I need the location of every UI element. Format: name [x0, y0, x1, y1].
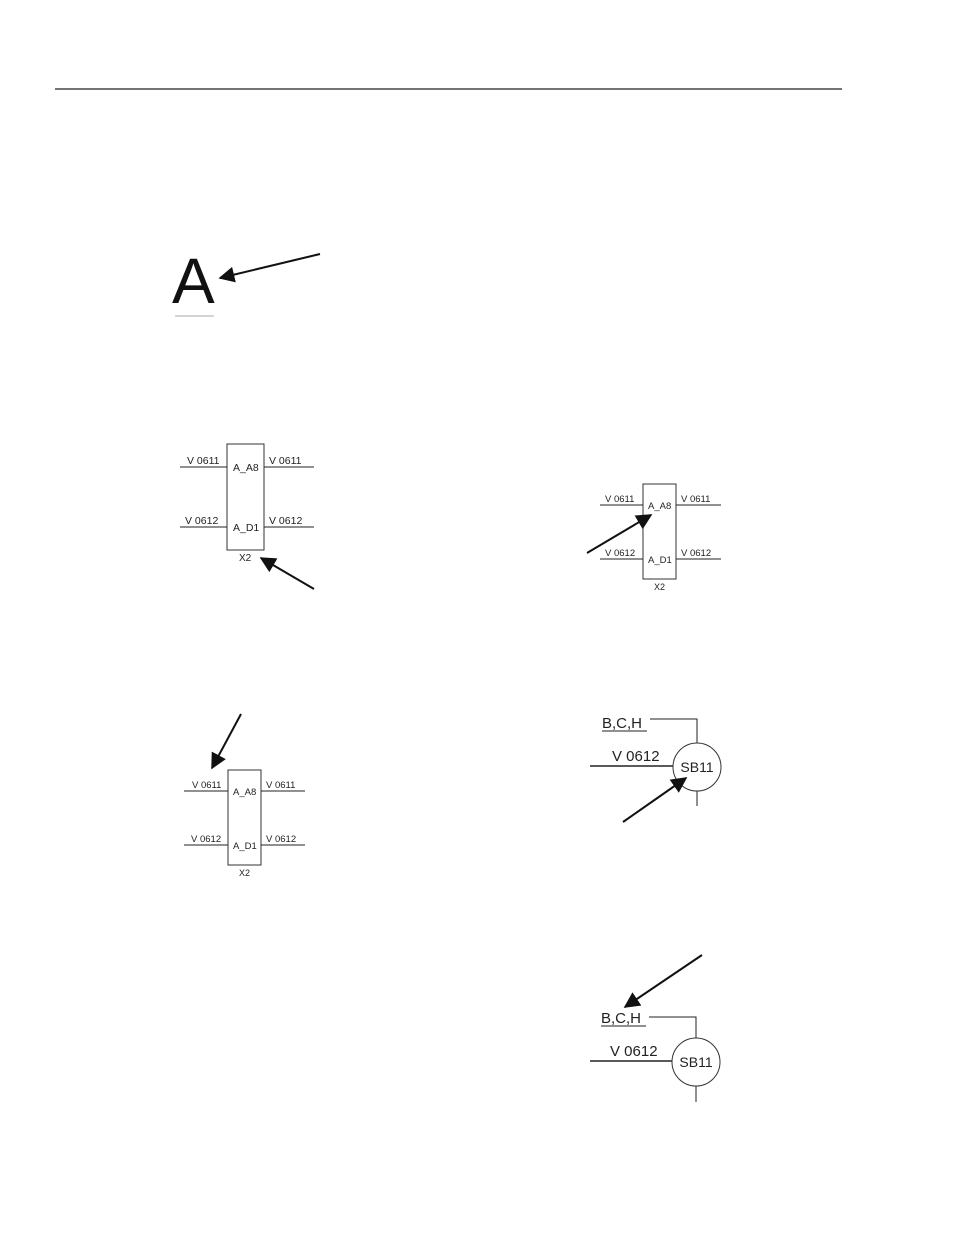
module-1-inner-top: A_A8 — [233, 462, 259, 474]
figure-module-1 — [180, 444, 314, 589]
node-2-signal-label: V 0612 — [610, 1043, 658, 1060]
node-1-bus-label: B,C,H — [602, 715, 643, 732]
node-2-node-label: SB11 — [679, 1054, 713, 1070]
module-1-pin-top-right: V 0611 — [269, 455, 302, 467]
figure-node-2 — [590, 955, 720, 1102]
module-3-pin-bottom-right: V 0612 — [266, 834, 297, 845]
module-1-pin-bottom-right: V 0612 — [269, 515, 303, 527]
figure-node-1 — [590, 715, 721, 822]
arrow-to-node-2-bus-label — [625, 955, 702, 1007]
node-1-signal-label: V 0612 — [612, 748, 660, 765]
module-1-body — [227, 444, 264, 550]
arrow-to-node-1 — [623, 778, 686, 822]
module-3-ref: X2 — [239, 868, 251, 878]
module-2-inner-bottom: A_D1 — [648, 555, 672, 566]
module-2-pin-top-right: V 0611 — [681, 494, 711, 505]
module-1-pin-top-left: V 0611 — [187, 455, 220, 467]
module-2-ref: X2 — [654, 582, 666, 592]
figure-letter-a — [172, 245, 320, 317]
module-3-pin-top-right: V 0611 — [266, 780, 296, 791]
module-1-inner-bottom: A_D1 — [233, 522, 260, 534]
module-1-ref: X2 — [239, 553, 252, 564]
arrow-to-module-1-ref — [261, 558, 314, 589]
figure-module-3 — [184, 714, 305, 878]
node-1-node-label: SB11 — [680, 759, 714, 775]
module-3-inner-bottom: A_D1 — [233, 841, 257, 852]
module-3-inner-top: A_A8 — [233, 787, 257, 798]
module-1-pin-bottom-left: V 0612 — [185, 515, 219, 527]
module-2-inner-top: A_A8 — [648, 501, 672, 512]
arrow-to-letter-a — [220, 254, 320, 278]
module-3-pin-bottom-left: V 0612 — [191, 834, 222, 845]
node-2-bus-label: B,C,H — [601, 1010, 642, 1027]
module-2-pin-bottom-right: V 0612 — [681, 548, 712, 559]
figure-module-2 — [587, 484, 721, 592]
node-1-bus-wire — [650, 719, 697, 743]
arrow-to-module-3-pin-label — [212, 714, 241, 768]
node-2-bus-wire — [649, 1017, 696, 1039]
letter-a-label: A — [172, 245, 215, 317]
module-2-pin-top-left: V 0611 — [605, 494, 635, 505]
module-2-pin-bottom-left: V 0612 — [605, 548, 636, 559]
module-3-pin-top-left: V 0611 — [192, 780, 222, 791]
